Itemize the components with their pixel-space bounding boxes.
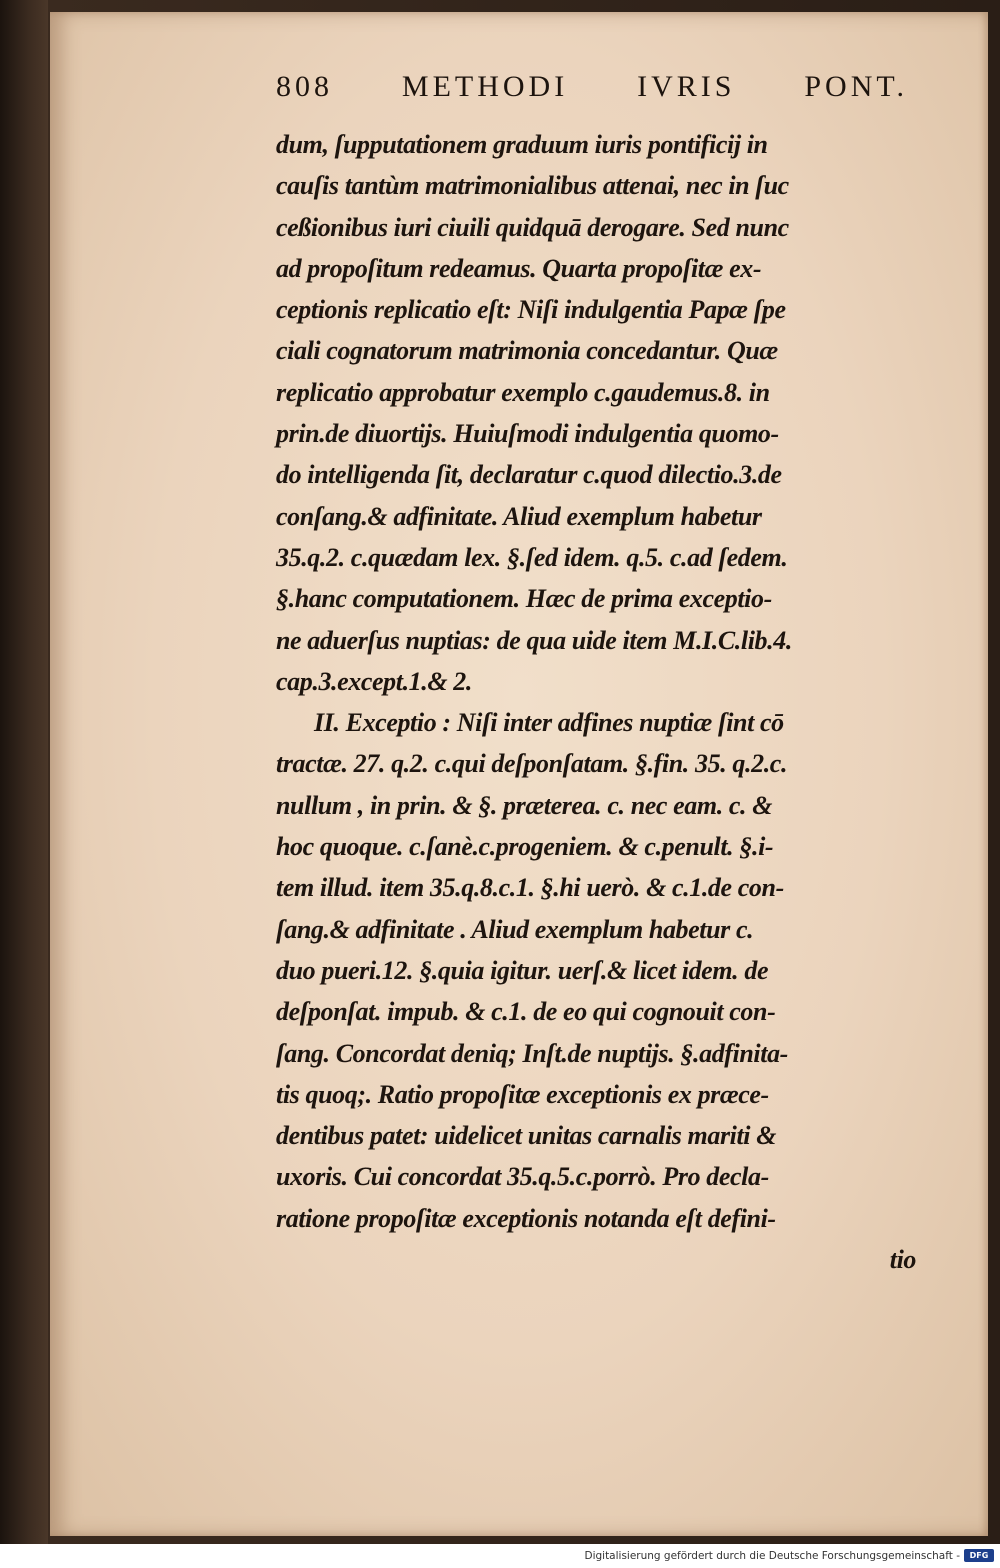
catchword: tio: [889, 1245, 916, 1275]
text-line: ne aduerſus nuptias: de qua uide item M.I.C.lib.4.: [276, 625, 792, 655]
text-line: cauſis tantùm matrimonialibus attenai, nec in ſuc: [276, 171, 789, 201]
text-line: ſang.& adfinitate . Aliud exemplum habetur c.: [276, 914, 754, 944]
text-line: prin.de diuortijs. Huiuſmodi indulgentia quomo-: [276, 419, 779, 449]
text-line: tis quoq;. Ratio propoſitæ exceptionis ex præce-: [276, 1079, 769, 1109]
text-line: ceßionibus iuri ciuili quidquā derogare. Sed nunc: [276, 212, 789, 242]
text-line: hoc quoque. c.ſanè.c.progeniem. & c.penult. §.i-: [276, 832, 774, 862]
page-number: 808: [276, 70, 333, 103]
text-line: tractæ. 27. q.2. c.qui deſponſatam. §.fin. 35. q.2.c.: [276, 749, 788, 779]
text-line: ciali cognatorum matrimonia concedantur. Quæ: [276, 336, 778, 366]
text-line: uxoris. Cui concordat 35.q.5.c.porrò. Pro decla-: [276, 1162, 769, 1192]
dfg-credit-text: Digitalisierung gefördert durch die Deutsche Forschungsgemeinschaft -: [584, 1550, 960, 1562]
text-line: tem illud. item 35.q.8.c.1. §.hi uerò. & c.1.de con-: [276, 873, 784, 903]
digitization-footer: [0, 1544, 1000, 1568]
body-text: [276, 124, 916, 1280]
text-line: dum, ſupputationem graduum iuris pontificij in: [276, 130, 768, 159]
text-line: ratione propoſitæ exceptionis notanda eſt defini-: [276, 1203, 776, 1233]
running-title-word-2: IVRIS: [637, 70, 736, 103]
text-line: cap.3.except.1.& 2.: [276, 666, 473, 696]
text-line: deſponſat. impub. & c.1. de eo qui cognouit con-: [276, 997, 776, 1027]
text-line: dentibus patet: uidelicet unitas carnalis mariti &: [276, 1121, 777, 1151]
text-line: conſang.& adfinitate. Aliud exemplum habetur: [276, 501, 762, 531]
paragraph-start-line: II. Exceptio : Niſi inter adfines nuptiæ ſint cō: [314, 708, 784, 738]
text-line: replicatio approbatur exemplo c.gaudemus.8. in: [276, 377, 770, 407]
text-line: ceptionis replicatio eſt: Niſi indulgentia Papæ ſpe: [276, 295, 786, 325]
text-line: nullum , in prin. & §. præterea. c. nec eam. c. &: [276, 790, 773, 820]
text-line: 35.q.2. c.quædam lex. §.ſed idem. q.5. c.ad ſedem.: [276, 542, 788, 572]
text-line: ad propoſitum redeamus. Quarta propoſitæ ex-: [276, 253, 762, 283]
running-title-word-3: PONT.: [804, 70, 908, 103]
book-spine: [0, 0, 48, 1544]
text-line: do intelligenda ſit, declaratur c.quod dilectio.3.de: [276, 460, 782, 490]
running-title-word-1: METHODI: [401, 70, 569, 103]
page-header: [276, 70, 908, 114]
text-line: §.hanc computationem. Hæc de prima exceptio-: [276, 584, 772, 614]
text-line: duo pueri.12. §.quia igitur. uerſ.& licet idem. de: [276, 955, 769, 985]
dfg-logo: DFG: [964, 1549, 994, 1562]
text-line: ſang. Concordat deniq; Inſt.de nuptijs. §.adfinita-: [276, 1038, 788, 1068]
